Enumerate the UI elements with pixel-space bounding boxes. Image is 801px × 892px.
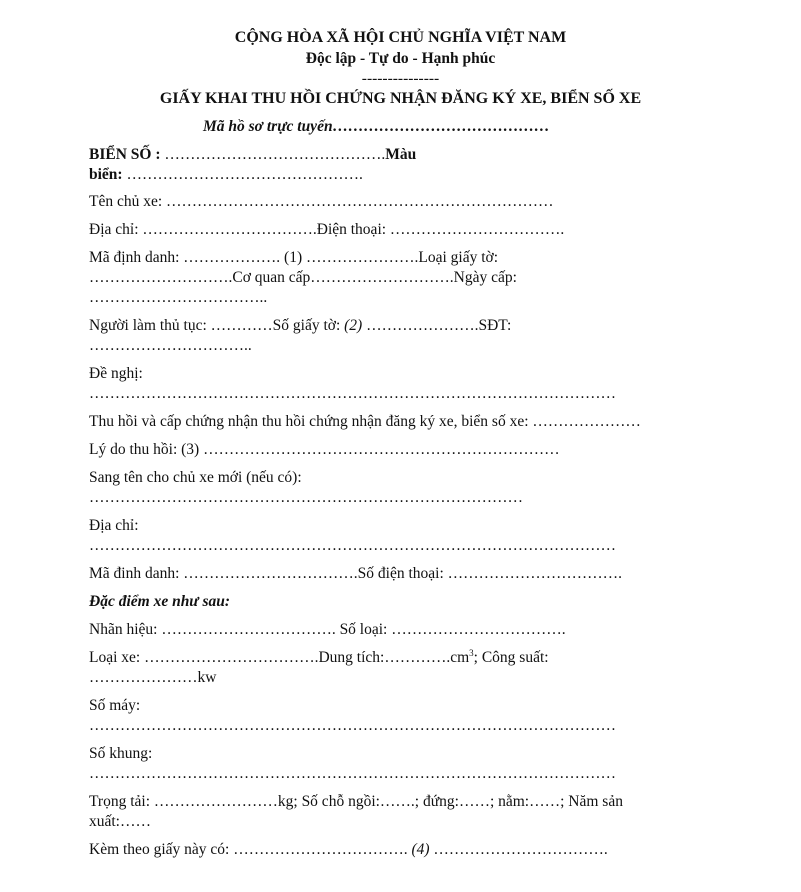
transfer-label: Sang tên cho chủ xe mới (nếu có): (89, 469, 302, 486)
plate-number-label: BIỂN SỐ : (89, 146, 161, 163)
request-dots: ………………………………………………………………………………………… (89, 385, 616, 402)
revoke-line: Thu hồi và cấp chứng nhận thu hồi chứng nhận đăng ký xe, biển số xe: ………………… (89, 413, 641, 430)
plate-color-label: Màu (385, 146, 417, 163)
form-title: GIẤY KHAI THU HỒI CHỨNG NHẬN ĐĂNG KÝ XE, BIỂN SỐ XE (159, 90, 642, 107)
online-record-code: Mã hồ sơ trực tuyến…………………………………… (203, 118, 550, 135)
applicant-field-line-2: ………………………….. (89, 337, 252, 354)
new-id-phone-line: Mã đinh danh: …………………………….Số điện thoại: ……………………………. (89, 565, 623, 582)
vehicle-features-title: Đặc điểm xe như sau: (89, 593, 231, 610)
plate-color-line (89, 166, 363, 184)
address-phone-field: Địa chỉ: …………………………….Điện thoại: ……………………………. (89, 221, 565, 238)
applicant-label: Người làm thủ tục: …………Số giấy tờ: (89, 317, 345, 334)
load-seats-line-2: xuất:…… (89, 813, 151, 830)
attachments-line (89, 841, 608, 859)
vehicle-type-line-2: …………………kw (89, 669, 217, 686)
load-seats-line-1: Trọng tải: ……………………kg; Số chỗ ngồi:…….; đứng:……; nằm:……; Năm sản (89, 793, 623, 810)
plate-color-dots: ………………………………………. (122, 166, 363, 183)
attachments-note-marker: (4) (411, 841, 430, 858)
vehicle-type-line (89, 649, 549, 667)
applicant-phone-label: ………………….SĐT: (362, 317, 512, 334)
power-label: ; Công suất: (473, 649, 549, 666)
id-field-line-3: …………………………….. (89, 289, 268, 306)
attachments-dots: ……………………………. (429, 841, 608, 858)
applicant-field (89, 317, 511, 335)
brand-model-line: Nhãn hiệu: ……………………………. Số loại: ……………………………. (89, 621, 566, 638)
country-heading: CỘNG HÒA XÃ HỘI CHỦ NGHĨA VIỆT NAM (234, 29, 567, 46)
plate-color-label-2: biển: (89, 166, 123, 183)
chassis-number-dots: ………………………………………………………………………………………… (89, 765, 616, 782)
motto: Độc lập - Tự do - Hạnh phúc (305, 50, 496, 67)
id-field-line-2: ……………………….Cơ quan cấp……………………….Ngày cấp: (89, 269, 517, 286)
owner-name-field: Tên chủ xe: ………………………………………………………………… (89, 193, 554, 210)
engine-number-label: Số máy: (89, 697, 141, 714)
cubic-superscript: 3 (469, 647, 474, 658)
plate-number-dots: ……………………………………. (160, 146, 386, 163)
plate-number-line (89, 146, 416, 164)
new-address-dots: ………………………………………………………………………………………… (89, 537, 616, 554)
applicant-note-marker: (2) (344, 317, 363, 334)
vehicle-type-label: Loại xe: …………………………….Dung tích:………….cm (89, 649, 470, 666)
engine-number-dots: ………………………………………………………………………………………… (89, 717, 616, 734)
revoke-reason-line: Lý do thu hồi: (3) …………………………………………………………… (89, 441, 560, 458)
id-field-line-1: Mã định danh: ………………. (1) ………………….Loại giấy tờ: (89, 249, 499, 266)
chassis-number-label: Số khung: (89, 745, 153, 762)
request-label: Đề nghị: (89, 365, 143, 382)
heading-divider: --------------- (361, 70, 440, 87)
attachments-label: Kèm theo giấy này có: ……………………………. (89, 841, 412, 858)
new-address-label: Địa chỉ: (89, 517, 139, 534)
transfer-dots: ………………………………………………………………………… (89, 489, 523, 506)
